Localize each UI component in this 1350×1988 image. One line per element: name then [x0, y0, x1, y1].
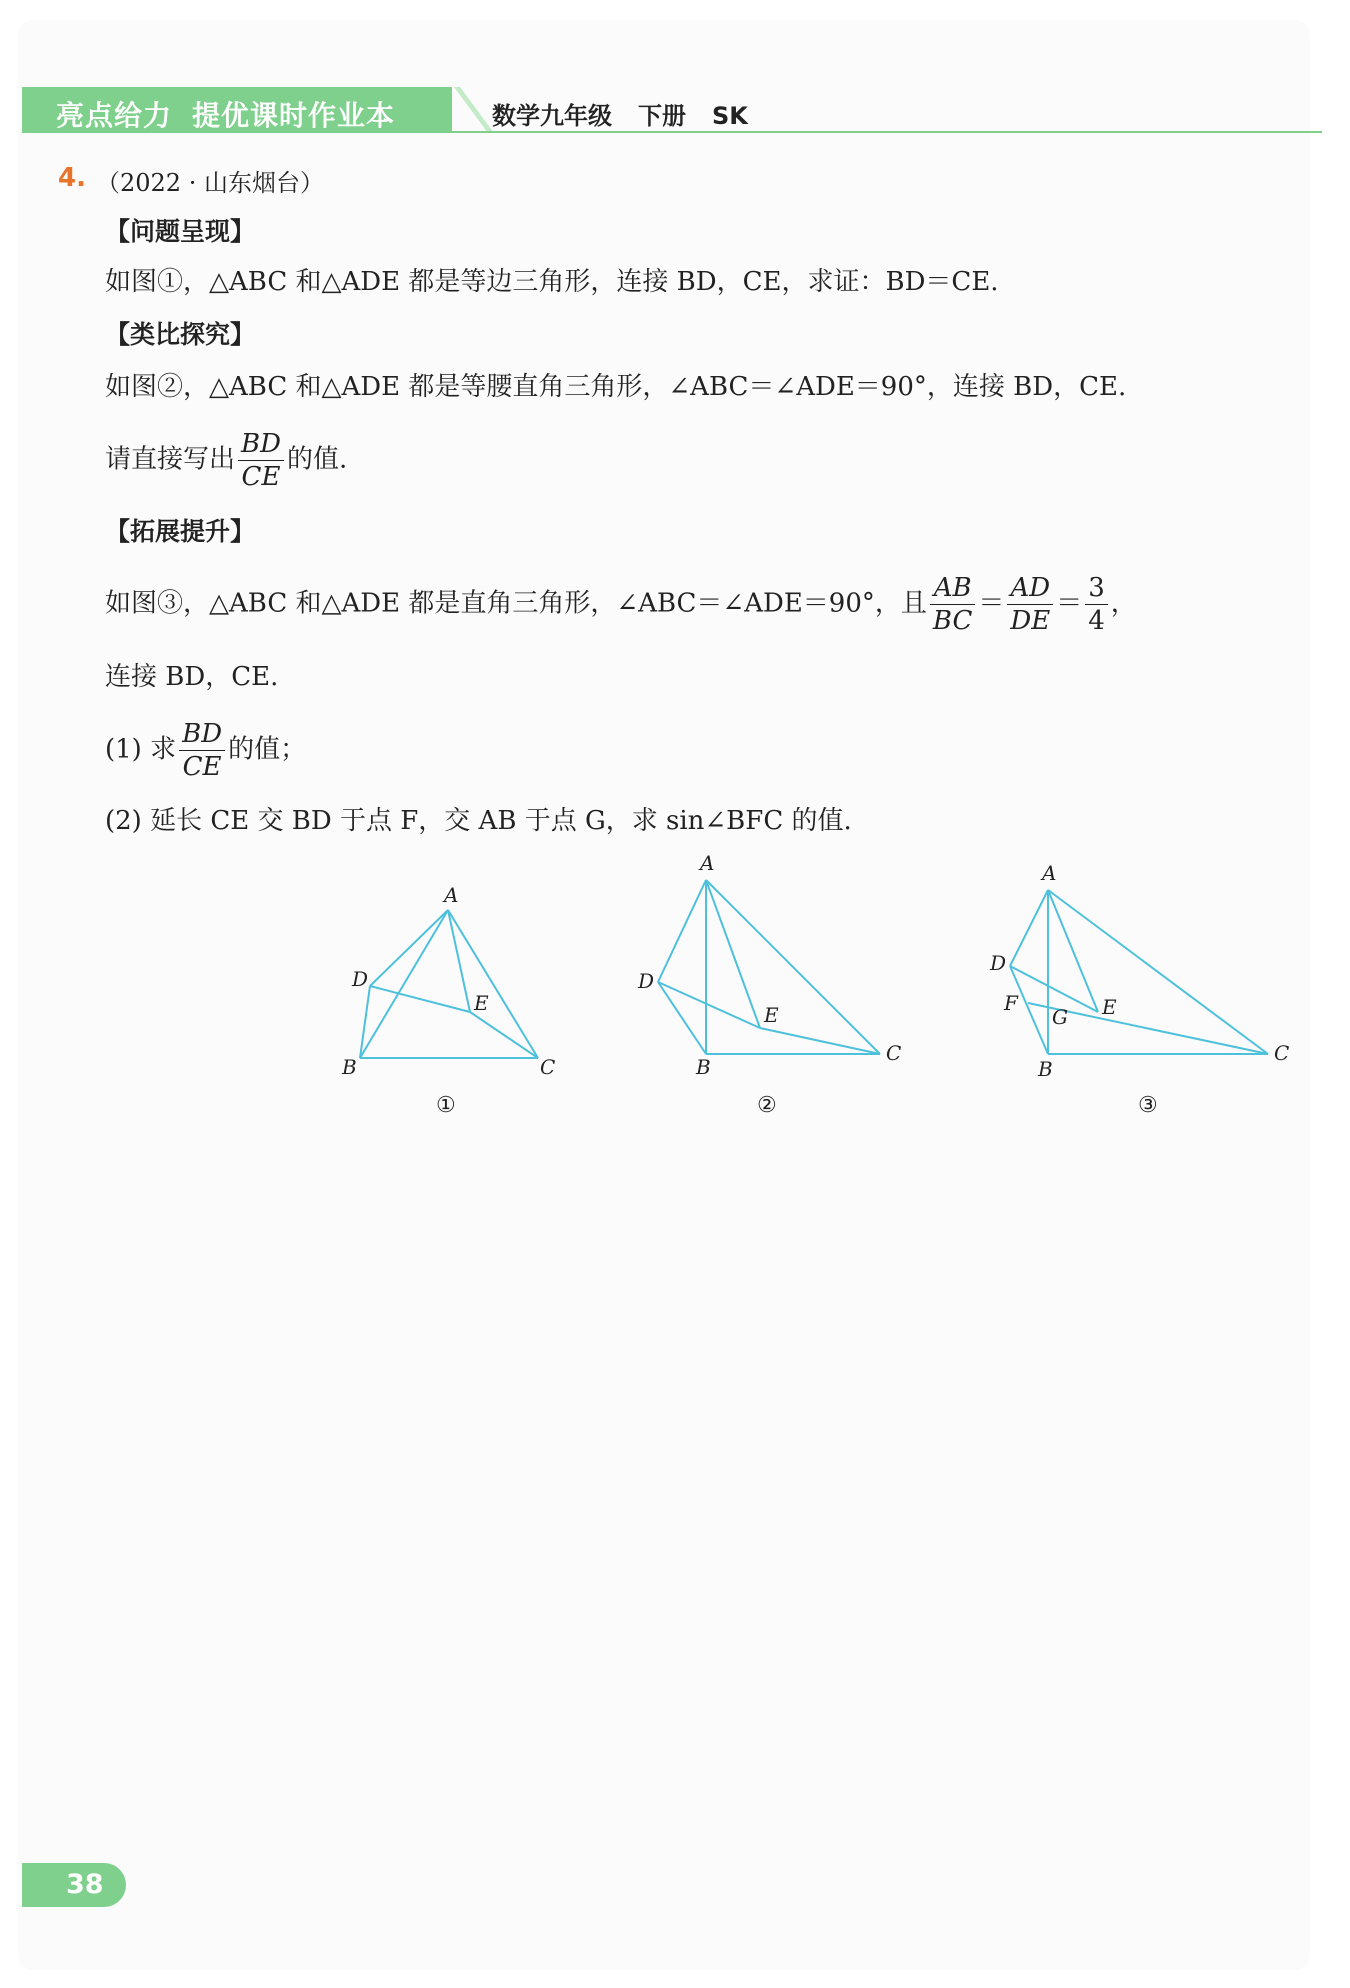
fraction-ab-bc	[930, 572, 975, 637]
page-header	[22, 87, 1322, 133]
point-label: A	[1042, 861, 1057, 885]
fraction-three-quarters	[1085, 572, 1108, 637]
segment-ad	[1010, 890, 1048, 966]
fraction-numerator: BD	[238, 428, 284, 461]
segment-ac	[448, 910, 538, 1058]
header-band-accent	[454, 87, 494, 133]
figure-1	[341, 883, 555, 1118]
point-label: B	[342, 1055, 357, 1079]
section-problem-title: 【问题呈现】	[105, 217, 256, 246]
extension-text-pre: 如图③，△ABC 和△ADE 都是直角三角形，∠ABC＝∠ADE＝90°，且	[105, 588, 927, 619]
section-analogy-text: 如图②，△ABC 和△ADE 都是等腰直角三角形，∠ABC＝∠ADE＝90°，连接 BD，CE.	[105, 372, 1127, 402]
fraction-numerator: AD	[1007, 572, 1053, 605]
geometry-figures	[300, 840, 1300, 1140]
header-subject: 数学九年级	[492, 102, 612, 130]
section-analogy-ask	[105, 428, 347, 493]
section-analogy-title: 【类比探究】	[105, 320, 256, 349]
point-label: E	[1102, 995, 1117, 1019]
point-label: C	[540, 1055, 556, 1079]
point-label: B	[1038, 1057, 1053, 1081]
point-label: A	[444, 883, 459, 907]
header-edition: SK	[712, 102, 748, 130]
fraction-denominator: CE	[182, 752, 222, 782]
figure-caption: ①	[436, 1093, 456, 1118]
fraction-numerator: AB	[930, 572, 975, 605]
segment-de	[370, 986, 470, 1012]
comma: ，	[1110, 588, 1137, 619]
segment-ce	[760, 1028, 880, 1054]
point-label: D	[638, 969, 655, 993]
section-extension-text-2: 连接 BD，CE.	[105, 662, 279, 692]
segment-ce	[470, 1012, 538, 1058]
fraction-denominator: DE	[1010, 606, 1051, 636]
equals-sign: ＝	[1056, 588, 1083, 619]
point-label: D	[352, 967, 369, 991]
fraction-bd-ce-2	[179, 718, 225, 783]
point-label: E	[474, 991, 489, 1015]
point-label: A	[700, 851, 715, 875]
fraction-denominator: BC	[932, 606, 973, 636]
part-2: (2) 延长 CE 交 BD 于点 F，交 AB 于点 G，求 sin∠BFC 的值.	[105, 806, 852, 836]
segment-ad	[658, 880, 706, 982]
point-label: C	[1274, 1041, 1290, 1065]
page-number: 38	[66, 1869, 104, 1900]
point-label: E	[764, 1003, 779, 1027]
segment-ae	[706, 880, 760, 1028]
page-number-tab	[22, 1863, 126, 1907]
point-label: F	[1004, 991, 1018, 1015]
segment-ae	[448, 910, 470, 1012]
section-extension-text	[105, 572, 1137, 637]
figure-caption: ③	[1138, 1093, 1158, 1118]
figure-3	[989, 861, 1289, 1118]
analogy-ask-post: 的值.	[286, 444, 348, 475]
fraction-denominator: CE	[241, 462, 281, 492]
question-number: 4.	[58, 163, 86, 193]
point-label: C	[886, 1041, 902, 1065]
analogy-ask-pre: 请直接写出	[105, 444, 236, 475]
brand-right: 提优课时作业本	[192, 99, 396, 132]
point-label: G	[1052, 1005, 1068, 1029]
question-source: （2022 · 山东烟台）	[96, 169, 324, 197]
figure-2	[637, 851, 901, 1118]
header-subject-line	[492, 96, 774, 131]
part-1-pre: (1) 求	[105, 734, 177, 765]
fraction-denominator: 4	[1088, 606, 1105, 636]
fraction-bd-ce	[238, 428, 284, 493]
segment-ac	[706, 880, 880, 1054]
header-volume: 下册	[638, 102, 686, 130]
fraction-numerator: BD	[179, 718, 225, 751]
point-label: B	[696, 1055, 711, 1079]
header-brand	[56, 94, 395, 134]
part-1	[105, 718, 306, 783]
point-label: D	[990, 951, 1007, 975]
equals-sign: ＝	[978, 588, 1005, 619]
segment-bd	[360, 986, 370, 1058]
section-extension-title: 【拓展提升】	[105, 517, 256, 546]
figure-caption: ②	[757, 1093, 777, 1118]
fraction-ad-de	[1007, 572, 1053, 637]
part-1-post: 的值；	[228, 734, 307, 765]
section-problem-text: 如图①，△ABC 和△ADE 都是等边三角形，连接 BD，CE，求证：BD＝CE.	[105, 267, 999, 297]
fraction-numerator: 3	[1085, 572, 1108, 605]
brand-left: 亮点给力	[56, 99, 173, 132]
